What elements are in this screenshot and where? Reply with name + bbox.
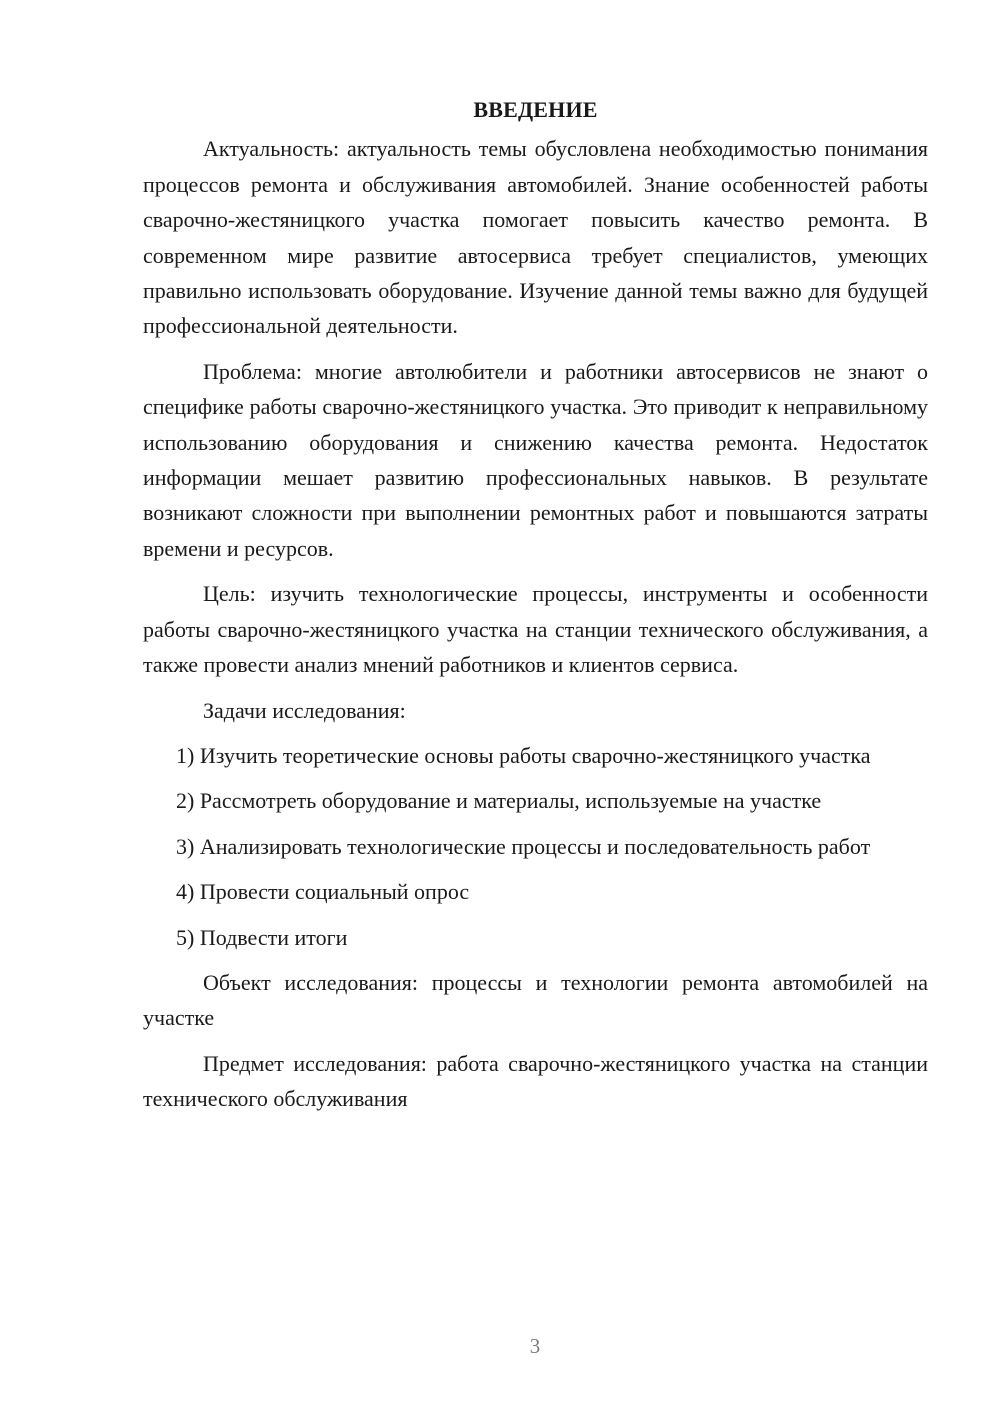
paragraph-goal: Цель: изучить технологические процессы, инструменты и особенности работы сварочно-жестяницкого участка на станции технического обслуживания, а также провести анализ мнений работников и клиентов сервиса. [143, 581, 928, 678]
task-item: 4) Провести социальный опрос [176, 879, 470, 905]
document-page [143, 92, 928, 1117]
paragraph-object: Объект исследования: процессы и технологии ремонта автомобилей на участке [143, 969, 928, 1031]
task-item: 1) Изучить теоретические основы работы сварочно-жестяницкого участка [176, 742, 871, 768]
paragraph-problem: Проблема: многие автолюбители и работники автосервисов не знают о специфике работы сварочно-жестяницкого участка. Это приводит к неправильному использованию оборудования и снижению качества ремонта. Недостаток информации мешает развитию профессиональных навыков. В результате возникают сложности при выполнении ремонтных работ и повышаются затраты времени и ресурсов. [143, 358, 928, 561]
task-item: 3) Анализировать технологические процессы и последовательность работ [176, 833, 871, 859]
page-title: ВВЕДЕНИЕ [473, 97, 598, 122]
task-item: 2) Рассмотреть оборудование и материалы, используемые на участке [176, 788, 822, 814]
page-number: 3 [529, 1334, 541, 1358]
tasks-heading: Задачи исследования: [203, 697, 406, 723]
paragraph-subject: Предмет исследования: работа сварочно-жестяницкого участка на станции технического обслуживания [143, 1050, 928, 1112]
task-item: 5) Подвести итоги [176, 924, 348, 950]
paragraph-relevance: Актуальность: актуальность темы обусловлена необходимостью понимания процессов ремонта и обслуживания автомобилей. Знание особенностей работы сварочно-жестяницкого участка помогает повысить качество ремонта. В современном мире развитие автосервиса требует специалистов, умеющих правильно использовать оборудование. Изучение данной темы важно для будущей профессиональной деятельности. [143, 136, 928, 339]
